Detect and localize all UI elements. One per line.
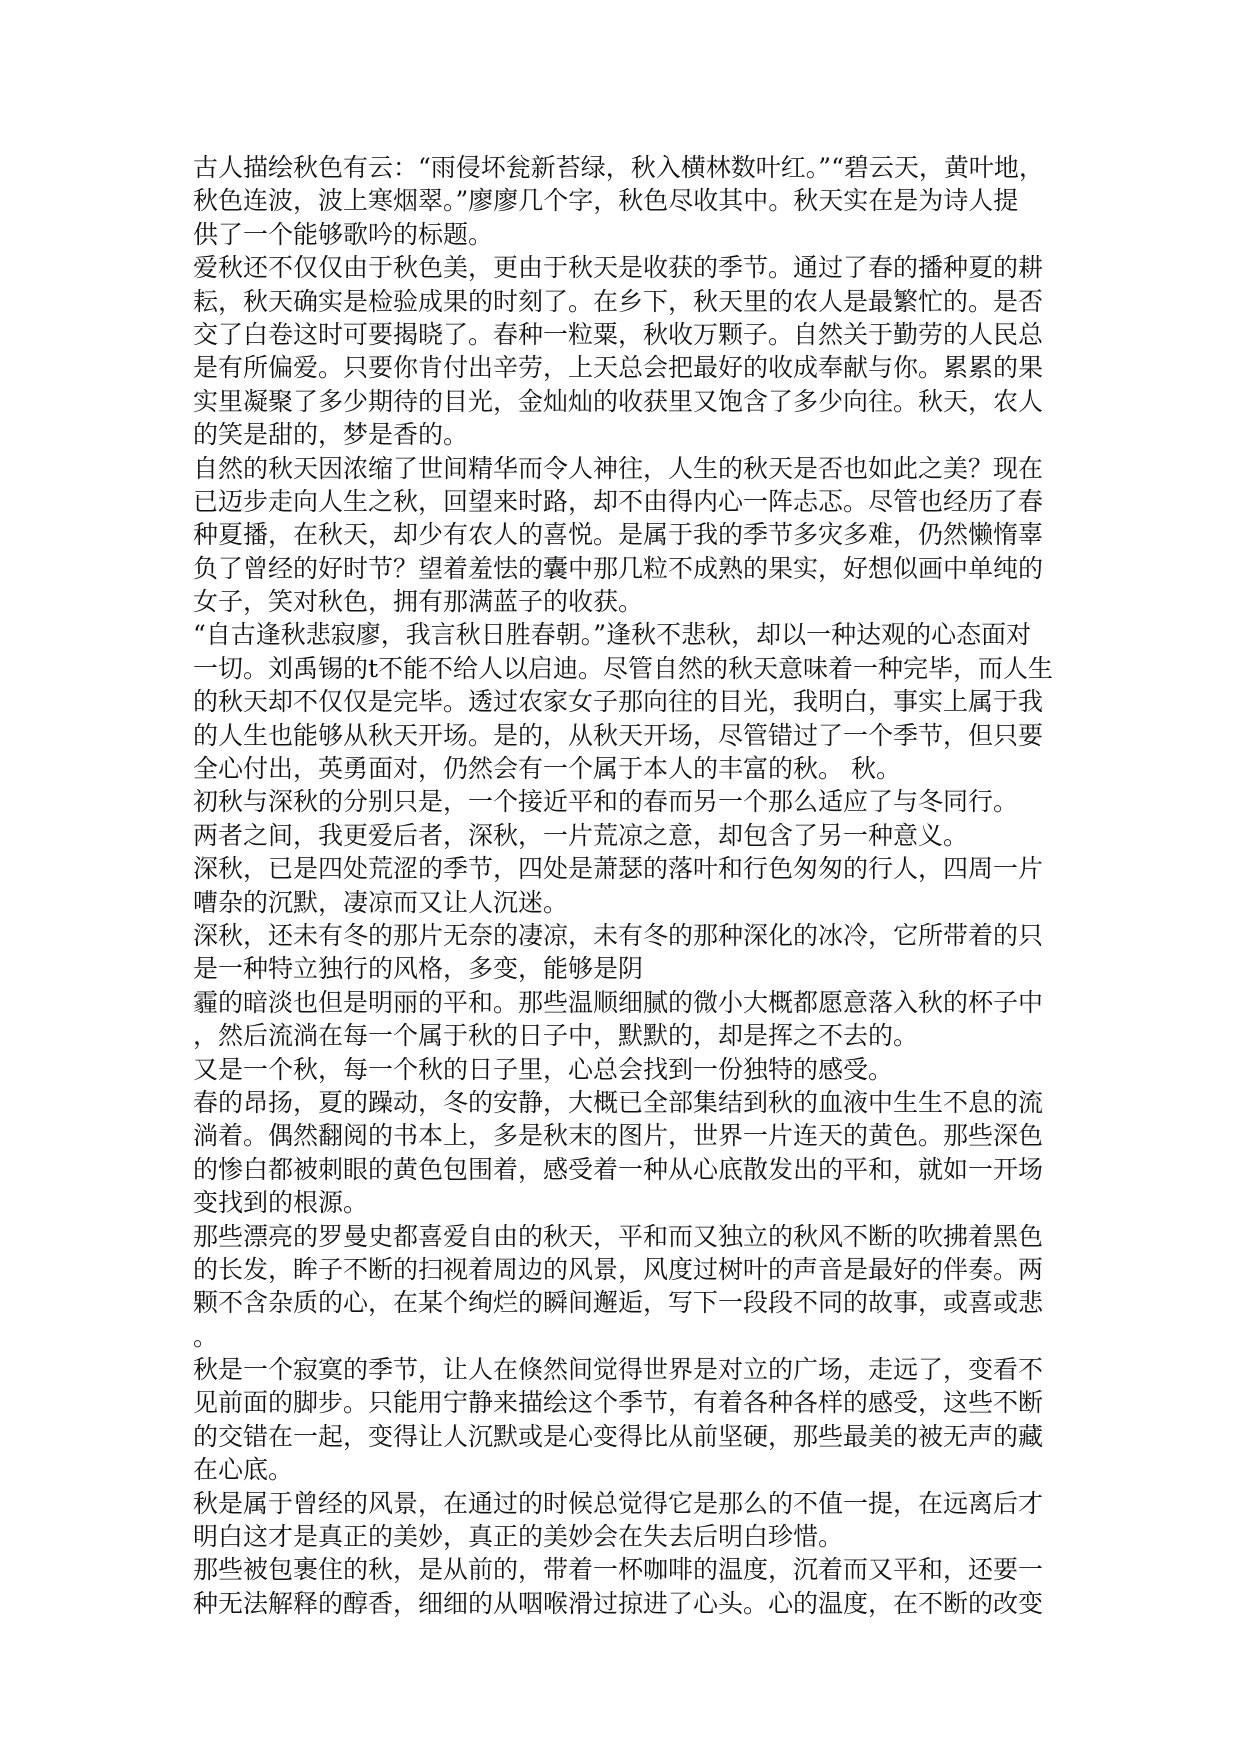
- text-line: 的人生也能够从秋天开场。是的，从秋天开场，尽管错过了一个季节，但只要: [193, 720, 1044, 750]
- text-line: ，然后流淌在每一个属于秋的日子中，默默的，却是挥之不去的。: [193, 1021, 919, 1051]
- text-line: 是一种特立独行的风格，多变，能够是阴: [193, 954, 644, 984]
- text-line: 实里凝聚了多少期待的目光，金灿灿的收获里又饱含了多少向往。秋天，农人: [193, 386, 1044, 416]
- text-line: 的惨白都被刺眼的黄色包围着，感受着一种从心底散发出的平和，就如一开场: [193, 1154, 1044, 1184]
- text-line: 明白这才是真正的美妙，真正的美妙会在失去后明白珍惜。: [193, 1522, 844, 1552]
- text-line: 古人描绘秋色有云：“雨侵坏瓮新苔绿，秋入横林数叶红。”“碧云天，黄叶地，: [193, 153, 1044, 182]
- text-line: 耘，秋天确实是检验成果的时刻了。在乡下，秋天里的农人是最繁忙的。是否: [193, 286, 1044, 316]
- text-line: 女子，笑对秋色，拥有那满蓝子的收获。: [193, 587, 644, 617]
- text-line: 秋是属于曾经的风景，在通过的时候总觉得它是那么的不值一提，在远离后才: [193, 1488, 1044, 1518]
- document-body: [193, 151, 1053, 1620]
- text-line: 的交错在一起，变得让人沉默或是心变得比从前坚硬，那些最美的被无声的藏: [193, 1421, 1044, 1451]
- text-line: 变找到的根源。: [193, 1188, 369, 1218]
- text-line: 已迈步走向人生之秋，回望来时路，却不由得内心一阵忐忑。尽管也经历了春: [193, 486, 1044, 516]
- text-line: 嘈杂的沉默，凄凉而又让人沉迷。: [193, 887, 569, 917]
- text-line: 淌着。偶然翻阅的书本上，多是秋末的图片，世界一片连天的黄色。那些深色: [193, 1121, 1044, 1151]
- text-line: 的长发，眸子不断的扫视着周边的风景，风度过树叶的声音是最好的伴奏。两: [193, 1254, 1044, 1284]
- text-line: 两者之间，我更爱后者，深秋，一片荒凉之意，却包含了另一种意义。: [193, 820, 969, 850]
- text-line: 自然的秋天因浓缩了世间精华而令人神往，人生的秋天是否也如此之美？现在: [193, 453, 1044, 483]
- text-line: 的笑是甜的，梦是香的。: [193, 420, 469, 450]
- text-line: 那些被包裹住的秋，是从前的，带着一杯咖啡的温度，沉着而又平和，还要一: [193, 1555, 1044, 1585]
- text-line: 爱秋还不仅仅由于秋色美，更由于秋天是收获的季节。通过了春的播种夏的耕: [193, 253, 1044, 283]
- text-line: 一切。刘禹锡的t不能不给人以启迪。尽管自然的秋天意味着一种完毕，而人生: [193, 653, 1054, 683]
- text-line: 的秋天却不仅仅是完毕。透过农家女子那向往的目光，我明白，事实上属于我: [193, 687, 1044, 717]
- text-line: “自古逢秋悲寂廖，我言秋日胜春朝。”逢秋不悲秋，却以一种达观的心态面对: [193, 620, 1032, 650]
- text-line: 那些漂亮的罗曼史都喜爱自由的秋天，平和而又独立的秋风不断的吹拂着黑色: [193, 1221, 1044, 1251]
- text-line: 深秋，还未有冬的那片无奈的凄凉，未有冬的那种深化的冰冷，它所带着的只: [193, 920, 1044, 950]
- text-line: 交了白卷这时可要揭晓了。春种一粒粟，秋收万颗子。自然关于勤劳的人民总: [193, 319, 1044, 349]
- text-line: 是有所偏爱。只要你肯付出辛劳，上天总会把最好的收成奉献与你。累累的果: [193, 353, 1044, 383]
- text-line: 又是一个秋，每一个秋的日子里，心总会找到一份独特的感受。: [193, 1054, 894, 1084]
- text-line: 霾的暗淡也但是明丽的平和。那些温顺细腻的微小大概都愿意落入秋的杯子中: [193, 987, 1044, 1017]
- text-line: 负了曾经的好时节？望着羞怯的囊中那几粒不成熟的果实，好想似画中单纯的: [193, 553, 1044, 583]
- text-line: 见前面的脚步。只能用宁静来描绘这个季节，有着各种各样的感受，这些不断: [193, 1388, 1044, 1418]
- text-line: 秋是一个寂寞的季节，让人在倏然间觉得世界是对立的广场，走远了，变看不: [193, 1355, 1044, 1385]
- text-line: 颗不含杂质的心，在某个绚烂的瞬间邂逅，写下一段段不同的故事，或喜或悲: [193, 1288, 1044, 1318]
- text-line: 供了一个能够歌吟的标题。: [193, 219, 494, 249]
- text-line: 春的昂扬，夏的躁动，冬的安静，大概已全部集结到秋的血液中生生不息的流: [193, 1087, 1044, 1117]
- text-line: 在心底。: [193, 1455, 294, 1485]
- text-line: 种无法解释的醇香，细细的从咽喉滑过掠进了心头。心的温度，在不断的改变: [193, 1588, 1044, 1618]
- text-line: 全心付出，英勇面对，仍然会有一个属于本人的丰富的秋。 秋。: [193, 754, 901, 784]
- text-line: 深秋，已是四处荒涩的季节，四处是萧瑟的落叶和行色匆匆的行人，四周一片: [193, 854, 1044, 884]
- text-line: 。: [193, 1321, 219, 1351]
- text-line: 种夏播，在秋天，却少有农人的喜悦。是属于我的季节多灾多难，仍然懒惰辜: [193, 520, 1044, 550]
- text-line: 秋色连波，波上寒烟翠。”廖廖几个字，秋色尽收其中。秋天实在是为诗人提: [193, 186, 1019, 216]
- text-line: 初秋与深秋的分别只是，一个接近平和的春而另一个那么适应了与冬同行。: [193, 787, 1019, 817]
